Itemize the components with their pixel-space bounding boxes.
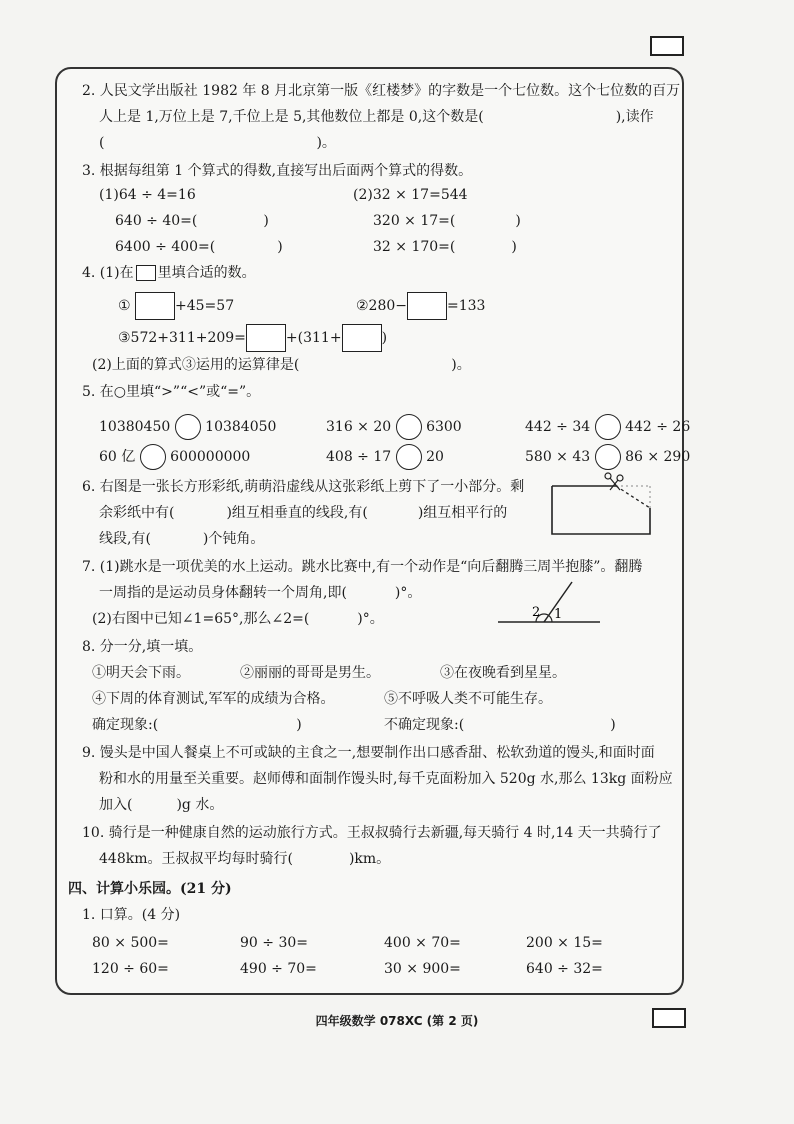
q9-line3: 加入( )g 水。 — [99, 797, 224, 813]
q2-line1: 2. 人民文学出版社 1982 年 8 月北京第一版《红楼梦》的字数是一个七位数。这个七位数的百万 — [82, 83, 681, 99]
q5-r1c3: 442 ÷ 34 442 ÷ 26 — [525, 414, 690, 440]
section-4-sub: 1. 口算。(4 分) — [82, 907, 181, 923]
q9-line2: 粉和水的用量至关重要。赵师傅和面制作馒头时,每千克面粉加入 520g 水,那么 13kg 面粉应 — [99, 771, 673, 787]
q5-r1c2: 316 × 20 6300 — [326, 414, 462, 440]
q8-item4: ④下周的体育测试,军军的成绩为合格。 — [92, 691, 335, 707]
q6-line3: 线段,有( )个钝角。 — [99, 531, 265, 547]
q5-title: 5. 在○里填“>”“<”或“=”。 — [82, 384, 261, 400]
calc-r1c4: 200 × 15= — [526, 935, 603, 951]
calc-r2c1: 120 ÷ 60= — [92, 961, 169, 977]
q6-line1: 6. 右图是一张长方形彩纸,萌萌沿虚线从这张彩纸上剪下了一小部分。剩 — [82, 479, 525, 495]
answer-box-2[interactable] — [407, 292, 447, 320]
q10-line2: 448km。王叔叔平均每时骑行( )km。 — [99, 851, 391, 867]
q3-g2: (2)32 × 17=544 — [353, 187, 468, 203]
score-box-top — [650, 36, 684, 56]
q4-eq1: ① +45=57 — [118, 292, 234, 320]
page-footer: 四年级数学 078XC (第 2 页) — [315, 1014, 479, 1028]
compare-circle[interactable] — [396, 444, 422, 470]
calc-r1c2: 90 ÷ 30= — [240, 935, 308, 951]
q3-g1a: 640 ÷ 40=( ) — [115, 213, 269, 229]
q3-g1: (1)64 ÷ 4=16 — [99, 187, 196, 203]
answer-box-4[interactable] — [342, 324, 382, 352]
q8-item3: ③在夜晚看到星星。 — [440, 665, 566, 681]
q4-eq2: ②280− =133 — [356, 292, 485, 320]
calc-r1c1: 80 × 500= — [92, 935, 169, 951]
answer-box-1[interactable] — [135, 292, 175, 320]
compare-circle[interactable] — [140, 444, 166, 470]
q4-part2: (2)上面的算式③运用的运算律是( )。 — [92, 357, 471, 373]
compare-circle[interactable] — [595, 444, 621, 470]
q7-line1: 7. (1)跳水是一项优美的水上运动。跳水比赛中,有一个动作是“向后翻腾三周半抱膝”。翻腾 — [82, 559, 643, 575]
compare-circle[interactable] — [396, 414, 422, 440]
q2-line3: ( )。 — [99, 135, 336, 151]
calc-r2c4: 640 ÷ 32= — [526, 961, 603, 977]
angle-2-label: 2 — [532, 605, 541, 620]
cut-paper-figure — [546, 470, 656, 540]
compare-circle[interactable] — [175, 414, 201, 440]
section-4-title: 四、计算小乐园。(21 分) — [68, 881, 232, 897]
q4-eq3: ③572+311+209= +(311+ ) — [118, 324, 387, 352]
q3-g2b: 32 × 170=( ) — [373, 239, 517, 255]
answer-box-3[interactable] — [246, 324, 286, 352]
calc-r1c3: 400 × 70= — [384, 935, 461, 951]
q2-line2: 人上是 1,万位上是 7,千位上是 5,其他数位上都是 0,这个数是( ),读作 — [99, 109, 654, 125]
q5-r2c2: 408 ÷ 17 20 — [326, 444, 444, 470]
q8-title: 8. 分一分,填一填。 — [82, 639, 203, 655]
q8-uncertain: 不确定现象:( ) — [384, 717, 616, 733]
q3-g1b: 6400 ÷ 400=( ) — [115, 239, 283, 255]
angle-figure — [496, 578, 602, 628]
scissors-icon — [605, 473, 623, 490]
inline-box — [136, 265, 156, 281]
q3-g2a: 320 × 17=( ) — [373, 213, 521, 229]
q5-r2c1: 60 亿 600000000 — [99, 444, 250, 470]
angle-1-label: 1 — [554, 607, 563, 622]
q8-item2: ②丽丽的哥哥是男生。 — [240, 665, 380, 681]
q5-r2c3: 580 × 43 86 × 290 — [525, 444, 690, 470]
q7-line3: (2)右图中已知∠1=65°,那么∠2=( )°。 — [92, 611, 384, 627]
calc-r2c2: 490 ÷ 70= — [240, 961, 317, 977]
q7-line2: 一周指的是运动员身体翻转一个周角,即( )°。 — [99, 585, 422, 601]
q9-line1: 9. 馒头是中国人餐桌上不可或缺的主食之一,想要制作出口感香甜、松软劲道的馒头,和面时面 — [82, 745, 655, 761]
calc-r2c3: 30 × 900= — [384, 961, 461, 977]
q10-line1: 10. 骑行是一种健康自然的运动旅行方式。王叔叔骑行去新疆,每天骑行 4 时,14 天一共骑行了 — [82, 825, 662, 841]
compare-circle[interactable] — [595, 414, 621, 440]
q8-item1: ①明天会下雨。 — [92, 665, 190, 681]
q5-r1c1: 10380450 10384050 — [99, 414, 276, 440]
q8-certain: 确定现象:( ) — [92, 717, 302, 733]
q3-title: 3. 根据每组第 1 个算式的得数,直接写出后面两个算式的得数。 — [82, 163, 473, 179]
q4-part1: 4. (1)在 里填合适的数。 — [82, 265, 256, 281]
q8-item5: ⑤不呼吸人类不可能生存。 — [384, 691, 552, 707]
q6-line2: 余彩纸中有( )组互相垂直的线段,有( )组互相平行的 — [99, 505, 508, 521]
